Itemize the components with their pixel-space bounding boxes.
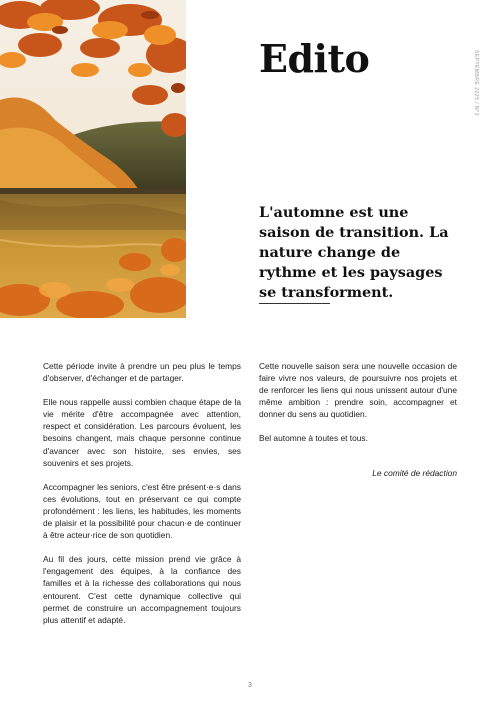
divider [259,303,330,304]
signature: Le comité de rédaction [372,467,457,478]
issue-marker: SEPTEMBRE 2025 / N°3 [473,50,479,116]
body-paragraph: Bel automne à toutes et tous. [259,433,368,444]
page-title: Edito [259,36,370,81]
right-column [259,360,457,491]
body-paragraph: Cette période invite à prendre un peu plus le temps d'observer, d'échanger et de partager. [43,361,241,384]
autumn-lake-photo [0,0,186,318]
lead-paragraph: L'automne est une saison de transition. La nature change de rythme et les paysages se transforment. [259,204,449,301]
page-number: 3 [248,682,252,689]
body-paragraph: Cette nouvelle saison sera une nouvelle occasion de faire vivre nos valeurs, de poursuivre nos projets et de renforcer les liens qui nous unissent autour d'une même ambition : prendre soin, accompagner et donner du sens au quotidien. [259,361,457,420]
body-paragraph: Elle nous rappelle aussi combien chaque étape de la vie mérite d'être accompagnée avec attention, respect et considération. Les parcours évoluent, les besoins changent, mais chaque personne continue d'avancer avec son histoire, ses envies, ses souvenirs et ses projets. [43,397,241,468]
body-paragraph: Accompagner les seniors, c'est être présent·e·s dans ces évolutions, tout en préservant ce qui compte profondément : les liens, les habitudes, les moments de plaisir et la possibilité pour chacun·e de continuer à être acteur·rice de son quotidien. [43,481,241,541]
body-paragraph: Au fil des jours, cette mission prend vie grâce à l'engagement des équipes, à la confiance des familles et à la richesse des collaborations qui nous entourent. C'est cette dynamique collective qui permet de construire un accompagnement toujours plus attentif et adapté. [43,554,241,625]
left-column [43,360,241,638]
